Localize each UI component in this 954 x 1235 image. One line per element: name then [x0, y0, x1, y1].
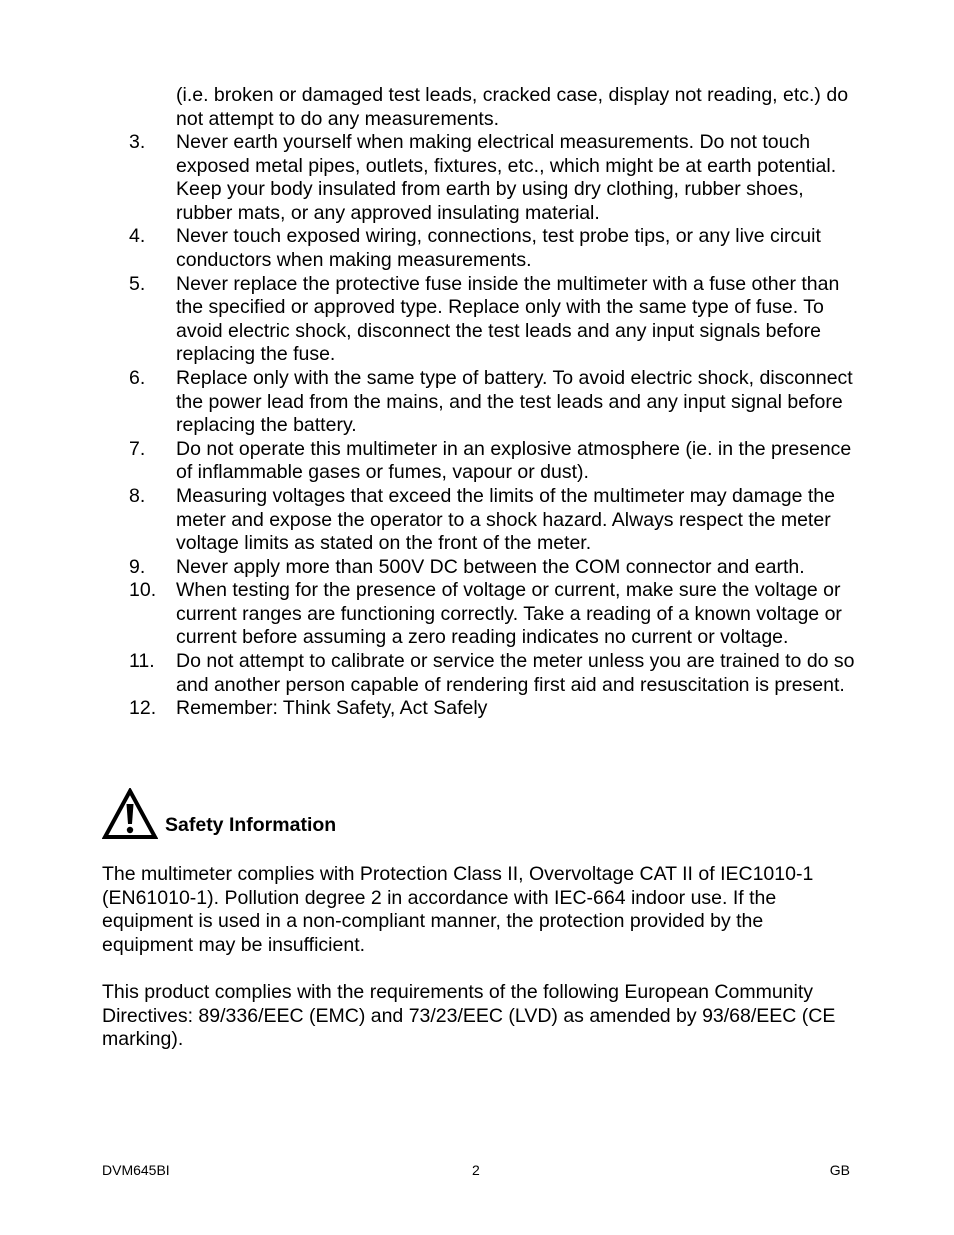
- list-item-text: Never apply more than 500V DC between the COM connector and earth.: [176, 555, 805, 578]
- list-item: [129, 367, 859, 438]
- list-item: [129, 697, 859, 721]
- list-item-text: Remember: Think Safety, Act Safely: [176, 697, 488, 720]
- safety-rules-list: [129, 131, 859, 721]
- list-item-text: Never replace the protective fuse inside the multimeter with a fuse other than the specified or approved type. Replace only with the same type of fuse. To avoid electric shock, disconnect the test leads and any input signals before replacing the fuse.: [176, 272, 840, 366]
- page-footer: [102, 1162, 850, 1182]
- list-item-number: 9.: [129, 555, 146, 578]
- list-item-number: 3.: [129, 131, 146, 153]
- list-item-text: Do not attempt to calibrate or service the meter unless you are trained to do so and another person capable of rendering first aid and resuscitation is present.: [176, 650, 855, 696]
- list-item-number: 4.: [129, 225, 146, 248]
- list-item: [129, 438, 859, 485]
- list-item: [129, 485, 859, 556]
- continuation-text: (i.e. broken or damaged test leads, cracked case, display not reading, etc.) do not attempt to do any measurements.: [176, 84, 849, 130]
- list-item: [129, 131, 859, 225]
- list-item-text: Do not operate this multimeter in an explosive atmosphere (ie. in the presence of inflammable gases or fumes, vapour or dust).: [176, 437, 852, 484]
- warning-triangle-icon: [102, 788, 158, 840]
- footer-page-number: 2: [472, 1162, 480, 1178]
- list-item: [129, 225, 859, 272]
- footer-language: GB: [829, 1162, 850, 1178]
- list-item-number: 5.: [129, 272, 146, 295]
- footer-model: DVM645BI: [102, 1162, 170, 1178]
- safety-information-heading: [102, 788, 336, 840]
- list-item-number: 7.: [129, 437, 146, 460]
- list-item-text: Never touch exposed wiring, connections, test probe tips, or any live circuit conductors when making measurements.: [176, 225, 821, 271]
- list-item-text: When testing for the presence of voltage or current, make sure the voltage or current ranges are functioning correctly. Take a reading of a known voltage or current before assuming a zero reading indicates no current or voltage.: [176, 579, 842, 649]
- list-item-text: Measuring voltages that exceed the limits of the multimeter may damage the meter and expose the operator to a shock hazard. Always respect the meter voltage limits as stated on the front of the meter.: [176, 484, 835, 555]
- list-item-text: Replace only with the same type of battery. To avoid electric shock, disconnect the power lead from the mains, and the test leads and any input signal before replacing the battery.: [176, 366, 853, 437]
- list-item-text: Never earth yourself when making electrical measurements. Do not touch exposed metal pipes, outlets, fixtures, etc., which might be at earth potential. Keep your body insulated from earth by using dry clothing, rubber shoes, rubber mats, or any approved insulating material.: [176, 131, 837, 224]
- list-item: [129, 650, 859, 697]
- list-item: [129, 579, 859, 650]
- list-item: [129, 273, 859, 367]
- directives-paragraph: This product complies with the requirements of the following European Community Directives: 89/336/EEC (EMC) and 73/23/EEC (LVD) as amended by 93/68/EEC (CE marking).: [102, 981, 836, 1051]
- list-item-number: 8.: [129, 484, 146, 507]
- list-item: [129, 556, 859, 580]
- compliance-paragraph: The multimeter complies with Protection Class II, Overvoltage CAT II of IEC1010-1 (EN61010-1). Pollution degree 2 in accordance with IEC-664 indoor use. If the equipment is used in a non-compliant manner, the protection provided by the equipment may be insufficient.: [102, 863, 814, 956]
- list-item-number: 11.: [129, 650, 155, 673]
- list-item-number: 6.: [129, 366, 146, 389]
- list-item-number: 10.: [129, 579, 157, 602]
- section-title: Safety Information: [165, 814, 337, 836]
- list-item-number: 12.: [129, 697, 157, 720]
